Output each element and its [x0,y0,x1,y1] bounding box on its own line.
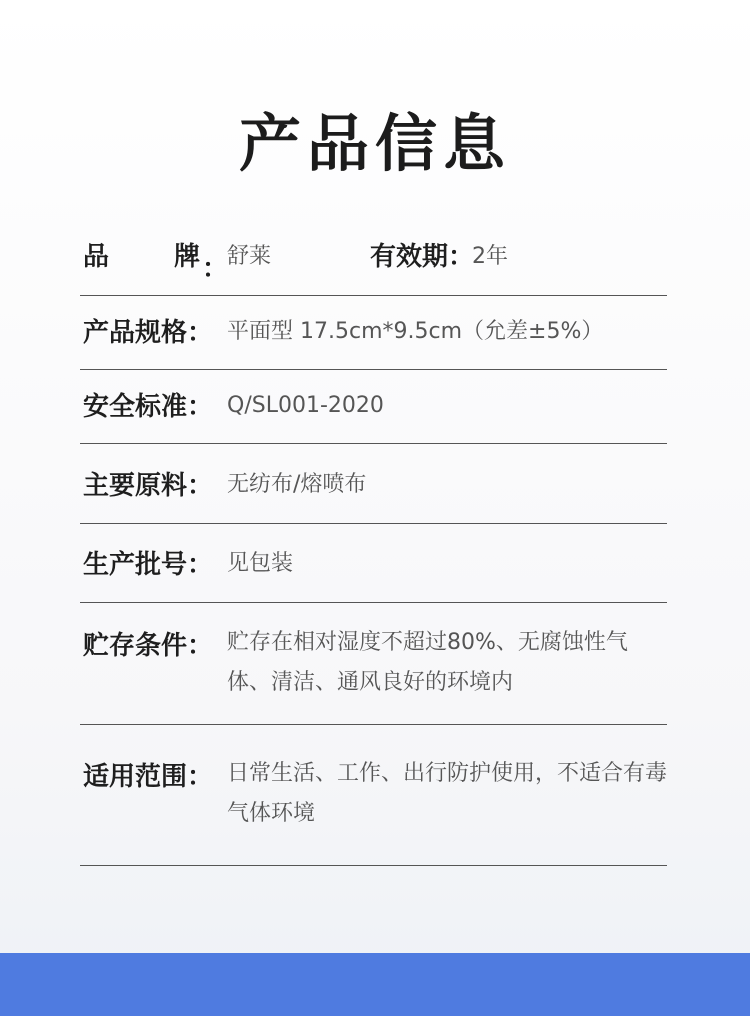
storage-value: 贮存在相对湿度不超过80%、无腐蚀性气体、清洁、通风良好的环境内 [227,630,628,695]
materials-value: 无纺布/熔喷布 [227,472,367,497]
brand-label-char-1: 品 [83,242,110,272]
specification-label: 产品规格： [83,318,214,348]
footer-band [0,953,750,1016]
spec-row-batch-number [80,524,667,603]
scope-label: 适用范围： [83,762,214,792]
brand-label [83,237,228,289]
spec-row-materials [80,444,667,524]
batch-number-label: 生产批号： [83,550,214,580]
materials-label: 主要原料： [83,471,214,501]
brand-label-char-2: 牌 [173,242,200,272]
page-title: 产品信息 [238,107,511,180]
spec-row-specification [80,296,667,370]
safety-standard-value: Q/SL001-2020 [227,393,384,418]
safety-standard-label: 安全标准： [83,392,214,422]
specification-value: 平面型 17.5cm*9.5cm（允差±5%） [227,319,604,344]
batch-number-value: 见包装 [227,551,294,576]
product-info-table [80,220,667,866]
brand-label-colon: ： [202,254,229,284]
spec-row-safety-standard [80,370,667,444]
storage-label: 贮存条件： [83,631,214,661]
scope-value: 日常生活、工作、出行防护使用，不适合有毒气体环境 [227,761,668,826]
spec-row-brand [80,220,667,296]
spec-row-storage [80,603,667,725]
expiry-value: 2年 [472,244,508,269]
brand-value: 舒莱 [227,244,272,269]
expiry-label: 有效期： [370,242,475,272]
spec-row-scope [80,725,667,866]
